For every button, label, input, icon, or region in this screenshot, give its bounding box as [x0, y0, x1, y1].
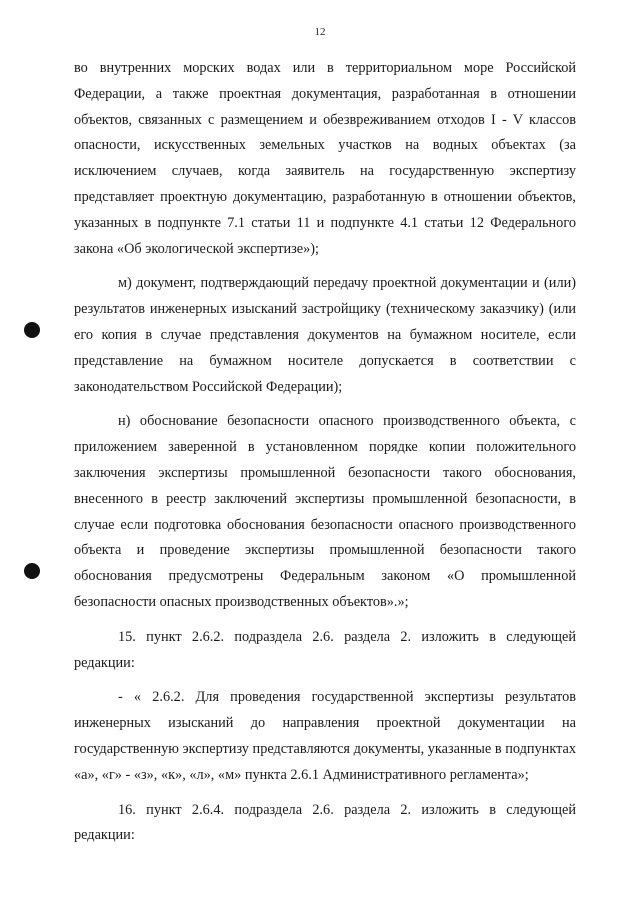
paragraph-item-n: н) обоснование безопасности опасного производственного объекта, с приложением заверенной в установленном порядке копии положительного заключения экспертизы промышленной безопасности такого обоснования, внесенного в реестр заключений экспертизы промышленной безопасности, в случае если подготовка обоснования безопасности опасного производственного объекта и проведение экспертизы промышленной безопасности такого обоснования предусмотрены Федеральным законом «О промышленной безопасности опасных производственных объектов».»;: [74, 413, 576, 610]
punch-hole-mark: [24, 322, 40, 338]
paragraph-item-m: м) документ, подтверждающий передачу проектной документации и (или) результатов инженерных изысканий застройщику (техническому заказчику) (или его копия в случае представления документов на бумажном носителе, если представление на бумажном носителе допускается в соответствии с законодательством Российской Федерации);: [74, 275, 576, 395]
paragraph-2-6-2: - « 2.6.2. Для проведения государственной экспертизы результатов инженерных изысканий до направления проектной документации на государственную экспертизу представляются документы, указанные в подпунктах «а», «г» - «з», «к», «л», «м» пункта 2.6.1 Административного регламента»;: [74, 689, 576, 783]
paragraph-item-16: 16. пункт 2.6.4. подраздела 2.6. раздела 2. изложить в следующей редакции:: [74, 801, 576, 844]
paragraph-continuation: во внутренних морских водах или в территориальном море Российской Федерации, а также проектная документация, разработанная в отношении объектов, связанных с размещением и обезвреживанием отходов I - V классов опасности, искусственных земельных участков на водных объектах (за исключением случаев, когда заявитель на государственную экспертизу представляет проектную документацию, разработанную в отношении объектов, указанных в подпункте 7.1 статьи 11 и подпункте 4.1 статьи 12 Федерального закона «Об экологической экспертизе»);: [74, 60, 576, 257]
page-number: 12: [314, 26, 326, 38]
punch-hole-mark: [24, 563, 40, 579]
document-body: [74, 56, 576, 858]
paragraph-item-15: 15. пункт 2.6.2. подраздела 2.6. раздела 2. изложить в следующей редакции:: [74, 628, 576, 671]
